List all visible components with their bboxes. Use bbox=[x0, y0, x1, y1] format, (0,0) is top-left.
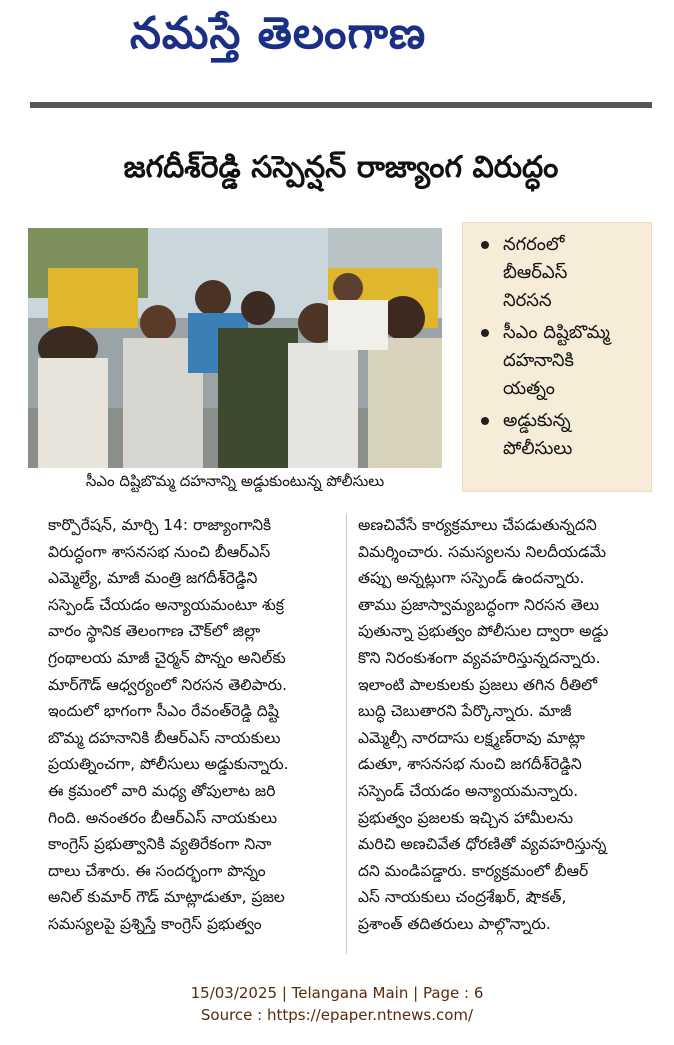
article-line: వారం స్థానిక తెలంగాణ చౌక్‌లో జిల్లా bbox=[48, 622, 261, 641]
article-line: ఇందులో భాగంగా సీఎం రేవంత్‌రెడ్డి దిష్టి bbox=[48, 702, 279, 721]
article-column-left bbox=[48, 512, 336, 938]
bullet-icon bbox=[481, 329, 489, 337]
edition-info: 15/03/2025 | Telangana Main | Page : 6 bbox=[190, 984, 484, 1002]
highlight-text: అడ్డుకున్న bbox=[503, 410, 571, 431]
article-line: డుతూ, శాసనసభ నుంచి జగదీశ్‌రెడ్డిని bbox=[358, 755, 582, 774]
article-line: అణచివేసే కార్యక్రమాలు చేపడుతున్నదని bbox=[358, 516, 597, 534]
article-line: దని మండిపడ్డారు. కార్యక్రమంలో బీఆర్‌ bbox=[358, 861, 589, 880]
article-line: బుద్ధి చెబుతారని పేర్కొన్నారు. మాజీ bbox=[358, 702, 572, 721]
highlight-item bbox=[475, 231, 645, 315]
bullet-icon bbox=[481, 241, 489, 249]
highlight-item bbox=[475, 407, 645, 463]
highlight-text: సీఎం దిష్టిబొమ్మ bbox=[503, 322, 610, 343]
highlight-text: యత్నం bbox=[503, 378, 555, 399]
article-line: పుతున్నా ప్రభుత్వం పోలీసుల ద్వారా అడ్డు bbox=[358, 622, 609, 641]
article-column-right bbox=[358, 512, 652, 938]
highlight-item bbox=[475, 319, 645, 403]
article-line: ప్రయత్నించగా, పోలీసులు అడ్డుకున్నారు. bbox=[48, 755, 289, 774]
article-line: దాలు చేశారు. ఈ సందర్భంగా పొన్నం bbox=[48, 861, 266, 880]
photo-caption: సీఎం దిష్టిబొమ్మ దహనాన్ని అడ్డుకుంటున్న పోలీసులు bbox=[85, 472, 385, 490]
article-line: గింది. అనంతరం బీఆర్‌ఎస్‌ నాయకులు bbox=[48, 808, 278, 827]
article-line: ప్రశాంత్‌ తదితరులు పాల్గొన్నారు. bbox=[358, 914, 551, 933]
article-line: ఎమ్మెల్సీ నారదాసు లక్ష్మణ్‌రావు మాట్లా bbox=[358, 728, 585, 747]
bullet-icon bbox=[481, 417, 489, 425]
highlights-list bbox=[475, 231, 645, 463]
article-line: కాంగ్రెస్‌ ప్రభుత్వానికి వ్యతిరేకంగా నినా bbox=[48, 835, 272, 854]
highlight-text: దహనానికి bbox=[503, 350, 574, 371]
highlights-box bbox=[462, 222, 652, 492]
highlight-text: పోలీసులు bbox=[503, 438, 573, 459]
article-line: విరుద్ధంగా శాసనసభ నుంచి బీఆర్‌ఎస్‌ bbox=[48, 542, 271, 561]
highlight-text: బీఆర్‌ఎస్‌ bbox=[503, 262, 568, 283]
article-line: తాము ప్రజాస్వామ్యబద్ధంగా నిరసన తెలు bbox=[358, 595, 600, 614]
article-line: ప్రభుత్వం ప్రజలకు ఇచ్చిన హామీలను bbox=[358, 808, 574, 827]
article-line: తప్పు అన్నట్లుగా సస్పెండ్‌ ఉందన్నారు. bbox=[358, 569, 585, 588]
highlight-text: నగరంలో bbox=[503, 234, 565, 255]
article-line: విమర్శించారు. సమస్యలను నిలదీయడమే bbox=[358, 542, 606, 561]
protest-photo-illustration bbox=[28, 228, 442, 468]
column-divider bbox=[346, 514, 347, 954]
article-line: అనిల్‌ కుమార్‌ గౌడ్‌ మాట్లాడుతూ, ప్రజల bbox=[48, 888, 285, 907]
article-line: ఎస్‌ నాయకులు చంద్రశేఖర్‌, షౌకత్‌, bbox=[358, 888, 567, 907]
article-line: బొమ్మ దహనానికి బీఆర్‌ఎస్‌ నాయకులు bbox=[48, 728, 281, 747]
masthead bbox=[0, 0, 674, 84]
news-photo bbox=[28, 228, 442, 468]
article-line: కార్పొరేషన్‌, మార్చి 14: రాజ్యాంగానికి bbox=[48, 516, 272, 534]
article-line: మరిచి అణచివేత ధోరణితో వ్యవహరిస్తున్న bbox=[358, 835, 607, 854]
newspaper-logo: నమస్తే తెలంగాణ bbox=[130, 8, 427, 59]
highlight-text: నిరసన bbox=[503, 290, 552, 311]
article-line: కొని నిరంకుశంగా వ్యవహరిస్తున్నదన్నారు. bbox=[358, 648, 601, 667]
article-line: మార్‌గౌడ్‌ ఆధ్వర్యంలో నిరసన తెలిపారు. bbox=[48, 675, 288, 694]
article-line: ఈ క్రమంలో వారి మధ్య తోపులాట జరి bbox=[48, 781, 276, 800]
article-line: సస్పెండ్‌ చేయడం అన్యాయమంటూ శుక్ర bbox=[48, 595, 285, 614]
article-line: ఇలాంటి పాలకులకు ప్రజలు తగిన రీతిలో bbox=[358, 675, 598, 694]
article-line: సమస్యలపై ప్రశ్నిస్తే కాంగ్రెస్‌ ప్రభుత్వం bbox=[48, 914, 262, 933]
source-link[interactable]: Source : https://epaper.ntnews.com/ bbox=[200, 1006, 474, 1024]
article-headline: జగదీశ్‌రెడ్డి సస్పెన్షన్‌ రాజ్యాంగ విరుద్ధం bbox=[123, 150, 559, 185]
masthead-rule bbox=[30, 102, 652, 108]
article-line: ఎమ్మెల్యే, మాజీ మంత్రి జగదీశ్‌రెడ్డిని bbox=[48, 569, 258, 588]
article-line: గ్రంథాలయ మాజీ చైర్మన్‌ పొన్నం అనిల్‌కు bbox=[48, 648, 286, 667]
article-line: సస్పెండ్‌ చేయడం అన్యాయమన్నారు. bbox=[358, 781, 579, 800]
